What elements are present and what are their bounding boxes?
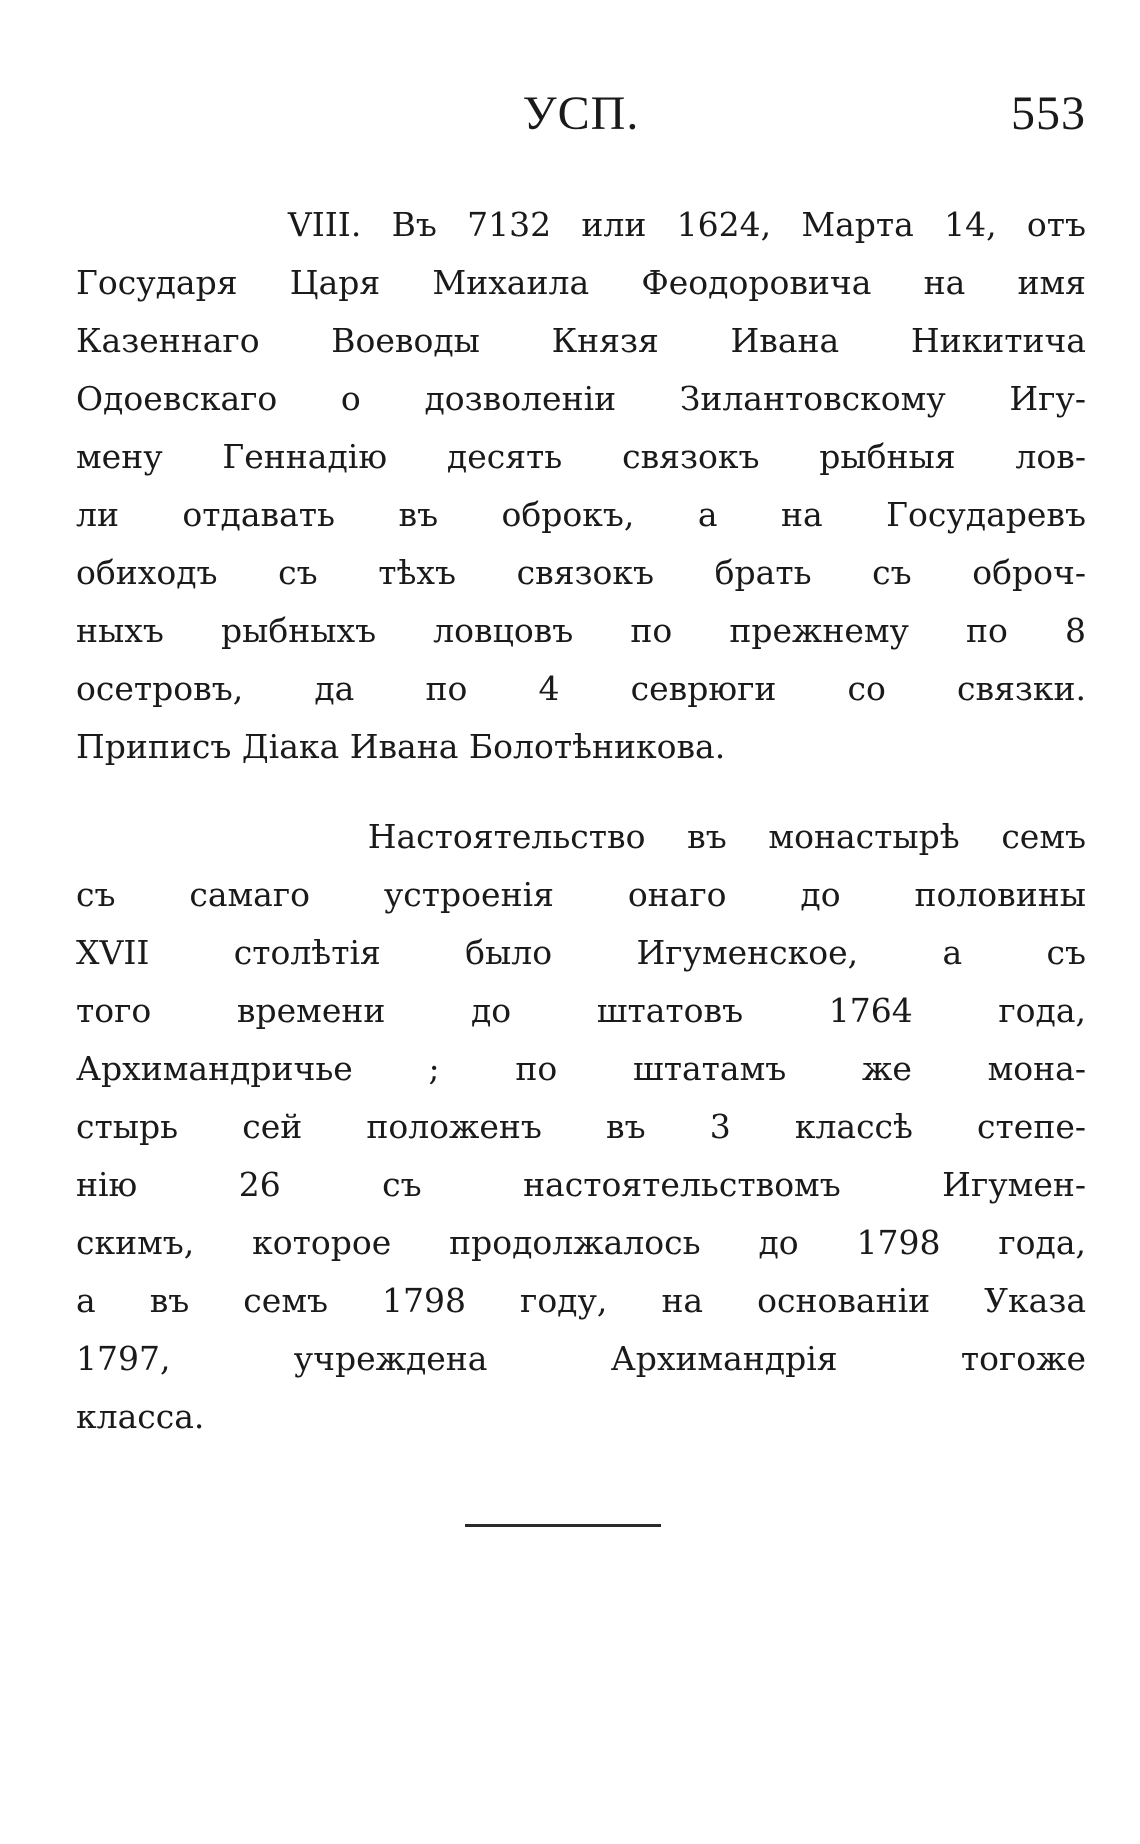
paragraph-line: мену Геннадію десять связокъ рыбныя лов- — [76, 437, 1086, 476]
paragraph-line: Государя Царя Михаила Феодоровича на имя — [76, 263, 1086, 302]
paragraph-1 — [76, 196, 1086, 776]
paragraph-line: скимъ, которое продолжалось до 1798 года, — [76, 1223, 1086, 1262]
paragraph-line: того времени до штатовъ 1764 года, — [76, 991, 1086, 1030]
paragraph-line: Архимандричье ; по штатамъ же мона- — [76, 1049, 1086, 1088]
paragraph-line: класса. — [76, 1397, 205, 1436]
running-head — [76, 86, 1086, 156]
paragraph-line: VIII. Въ 7132 или 1624, Марта 14, отъ — [76, 205, 1086, 244]
paragraph-line: ли отдавать въ оброкъ, а на Государевъ — [76, 495, 1086, 534]
paragraph-line: ныхъ рыбныхъ ловцовъ по прежнему по 8 — [76, 611, 1086, 650]
paragraph-line: Казеннаго Воеводы Князя Ивана Никитича — [76, 321, 1086, 360]
page-number: 553 — [1011, 87, 1086, 140]
running-title: УСП. — [522, 87, 640, 140]
paragraph-line: Настоятельство въ монастырѣ семъ — [76, 817, 1086, 856]
paragraph-line: а въ семъ 1798 году, на основаніи Указа — [76, 1281, 1086, 1320]
paragraph-line: нію 26 съ настоятельствомъ Игумен- — [76, 1165, 1086, 1204]
paragraph-line: стырь сей положенъ въ 3 классѣ степе- — [76, 1107, 1086, 1146]
paragraph-line: съ самаго устроенія онаго до половины — [76, 875, 1086, 914]
paragraph-line: 1797, учреждена Архимандрія тогоже — [76, 1339, 1086, 1378]
section-divider — [465, 1524, 661, 1527]
paragraph-line: обиходъ съ тѣхъ связокъ брать съ оброч- — [76, 553, 1086, 592]
paragraph-line: Одоевскаго о дозволеніи Зилантовскому Игу- — [76, 379, 1086, 418]
paragraph-line: осетровъ, да по 4 севрюги со связки. — [76, 669, 1086, 708]
paragraph-line: Приписъ Діака Ивана Болотѣникова. — [76, 727, 726, 766]
paragraph-2 — [76, 808, 1086, 1446]
paragraph-line: XVII столѣтія было Игуменское, а съ — [76, 933, 1086, 972]
